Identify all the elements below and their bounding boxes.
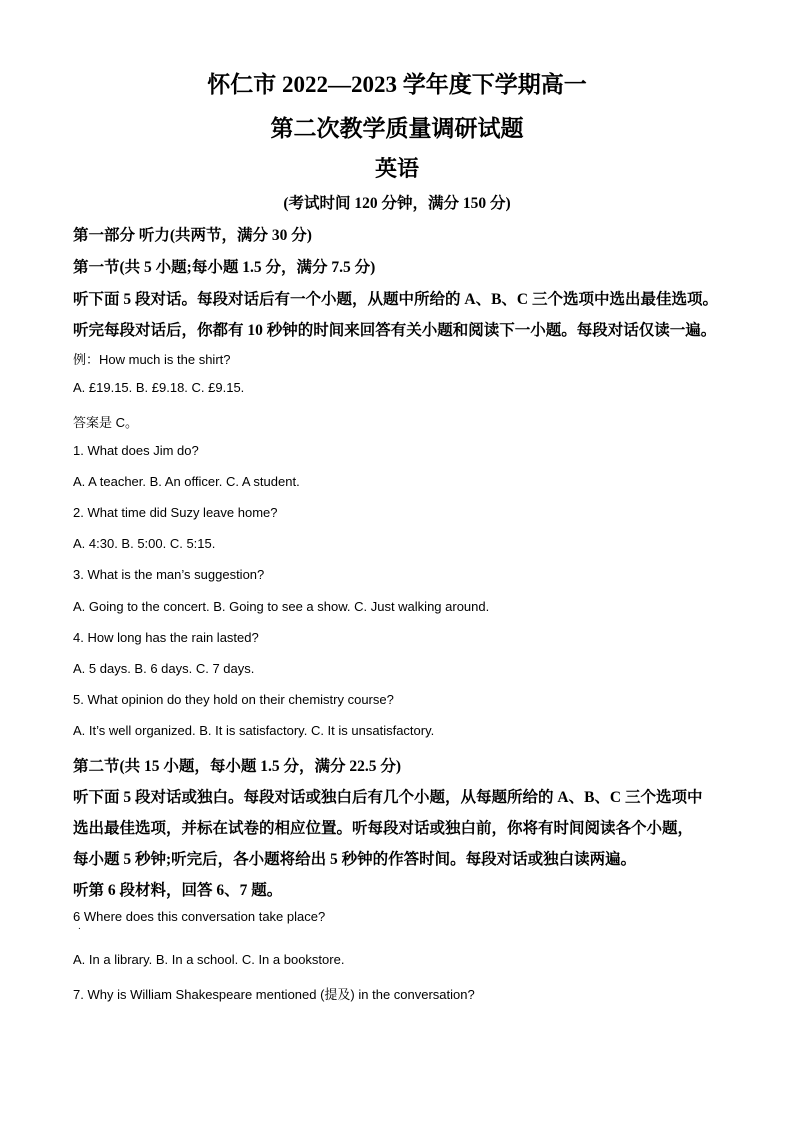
exam-title-line2: 第二次教学质量调研试题 xyxy=(270,116,524,141)
subject-title: 英语 xyxy=(374,156,419,181)
question: 3. What is the man’s suggestion? xyxy=(73,567,265,582)
section1-instruction-line: 听下面 5 段对话。每段对话后有一个小题，从题中所给的 A、B、C 三个选项中选出最佳选项。 xyxy=(73,291,718,308)
material-heading: 听第 6 段材料，回答 6、7 题。 xyxy=(73,882,283,899)
section2-instruction-line: 选出最佳选项，并标在试卷的相应位置。听每段对话或独白前，你将有时间阅读各个小题， xyxy=(73,820,694,837)
question: 7. Why is William Shakespeare mentioned (提及) in the conversation? xyxy=(73,987,475,1002)
question: 2. What time did Suzy leave home? xyxy=(73,505,278,520)
section2-heading: 第二节(共 15 小题，每小题 1.5 分，满分 22.5 分) xyxy=(73,758,402,775)
question: 4. How long has the rain lasted? xyxy=(73,630,259,645)
section1-heading: 第一节(共 5 小题;每小题 1.5 分，满分 7.5 分) xyxy=(73,259,376,276)
example-question: 例：How much is the shirt? xyxy=(73,352,231,367)
question-options: A. 5 days. B. 6 days. C. 7 days. xyxy=(73,661,255,676)
exam-info: (考试时间 120 分钟，满分 150 分) xyxy=(283,195,511,212)
question: 1. What does Jim do? xyxy=(73,443,199,458)
question: 6 Where does this conversation take place? xyxy=(73,909,326,924)
example-options: A. £19.15. B. £9.18. C. £9.15. xyxy=(73,380,245,395)
section1-instruction-line: 听完每段对话后，你都有 10 秒钟的时间来回答有关小题和阅读下一小题。每段对话仅读一遍。 xyxy=(73,322,717,339)
example-answer: 答案是 C。 xyxy=(73,415,139,430)
question: 5. What opinion do they hold on their chemistry course? xyxy=(73,692,394,707)
section2-instruction-line: 每小题 5 秒钟;听完后，各小题将给出 5 秒钟的作答时间。每段对话或独白读两遍。 xyxy=(73,851,637,868)
section2-instruction-line: 听下面 5 段对话或独白。每段对话或独白后有几个小题，从每题所给的 A、B、C 三个选项中 xyxy=(73,789,703,806)
question-options: A. In a library. B. In a school. C. In a bookstore. xyxy=(73,952,345,967)
question-options: A. A teacher. B. An officer. C. A student. xyxy=(73,474,300,489)
question-options: A. It’s well organized. B. It is satisfactory. C. It is unsatisfactory. xyxy=(73,723,435,738)
question-mark: . xyxy=(78,921,81,932)
part1-heading: 第一部分 听力(共两节，满分 30 分) xyxy=(73,227,312,244)
question-options: A. 4:30. B. 5:00. C. 5:15. xyxy=(73,536,216,551)
question-options: A. Going to the concert. B. Going to see a show. C. Just walking around. xyxy=(73,599,490,614)
exam-title-line1: 怀仁市 2022—2023 学年度下学期高一 xyxy=(207,72,587,97)
